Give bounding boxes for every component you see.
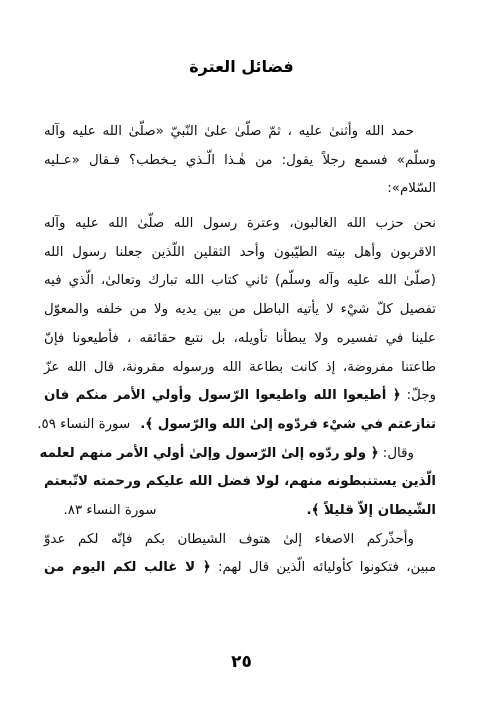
- text-line: [44, 382, 436, 411]
- quran-verse: تنازعتم في شيْء فردّوه إلىٰ الله والرّسول ﴾.: [140, 416, 436, 432]
- quran-verse: ﴿ لا غالب لكم اليوم من: [44, 560, 211, 576]
- text-line: طاعتنا مفروضة، إذ كانت بطاعة الله ورسوله مقرونة، قال الله عزّ: [44, 359, 436, 375]
- text-line: نحن حزب الله الغالبون، وعترة رسول الله صلّىٰ الله عليه وآله: [44, 216, 436, 232]
- quran-verse: الشّيطان إلاّ قليلاً ﴾.: [306, 502, 436, 518]
- text-line: [37, 411, 436, 440]
- text-line: علينا في تفسيره ولا يبطأنا تأويله، بل نتبع حقائقه ، فأطيعونا فإنّ: [44, 330, 436, 346]
- text-line: الاقربون وأهل بيته الطيّبون وأحد الثقلين اللّذين جعلنا رسول الله: [44, 244, 436, 260]
- page-body: [37, 118, 436, 583]
- paragraph: [44, 526, 436, 583]
- verse-intro: وجلّ:: [400, 388, 436, 404]
- text-line: [44, 497, 436, 526]
- text-line: السّلام»:: [387, 181, 436, 197]
- text-line: وأحذّركم الاصغاء إلىٰ هتوف الشيطان بكم فإنّه لكم عدوّ: [44, 531, 414, 547]
- text-line: [44, 554, 436, 583]
- text-line: تفصيل كلّ شيْء لا يأتيه الباطل من بين يديه ولا من خلفه والمعوّل: [44, 302, 436, 318]
- verse-reference: سورة النساء ٥٩.: [37, 416, 131, 432]
- quran-verse: ﴿ أطيعوا الله واطيعوا الرّسول وأولي الأمر منكم فان: [44, 388, 401, 404]
- text-segment: مبين، فتكونوا كأوليائه الّذين قال لهم:: [210, 560, 436, 576]
- verse-reference: سورة النساء ٨٣.: [63, 502, 157, 518]
- quran-verse-line: الّذين يستنبطونه منهم، لولا فضل الله عليكم ورحمته لاتّبعتم: [44, 474, 436, 490]
- running-header: فضائل العترة: [189, 57, 294, 76]
- text-line: وسلّم» فسمع رجلاً يقول: من هٰـذا الّـذي يـخطب؟ فـقال «عـليه: [44, 152, 436, 168]
- text-line: حمد الله وأثنىٰ عليه ، ثمّ صلّىٰ علىٰ النّبيّ «صلّىٰ الله عليه وآله: [44, 124, 414, 139]
- page-number: ٢٥: [231, 652, 252, 672]
- paragraph: [39, 440, 436, 526]
- text-line: [39, 440, 436, 469]
- text-line: (صلّىٰ الله عليه وآله وسلّم) ثاني كتاب الله تبارك وتعالىٰ، الّذي فيه: [44, 273, 436, 289]
- paragraph: [37, 210, 436, 440]
- paragraph: [44, 118, 436, 204]
- quran-verse: ﴿ ولو ردّوه إلىٰ الرّسول وإلىٰ أولي الأمر منهم لعلمه: [39, 445, 379, 461]
- verse-intro: وقال:: [378, 445, 414, 461]
